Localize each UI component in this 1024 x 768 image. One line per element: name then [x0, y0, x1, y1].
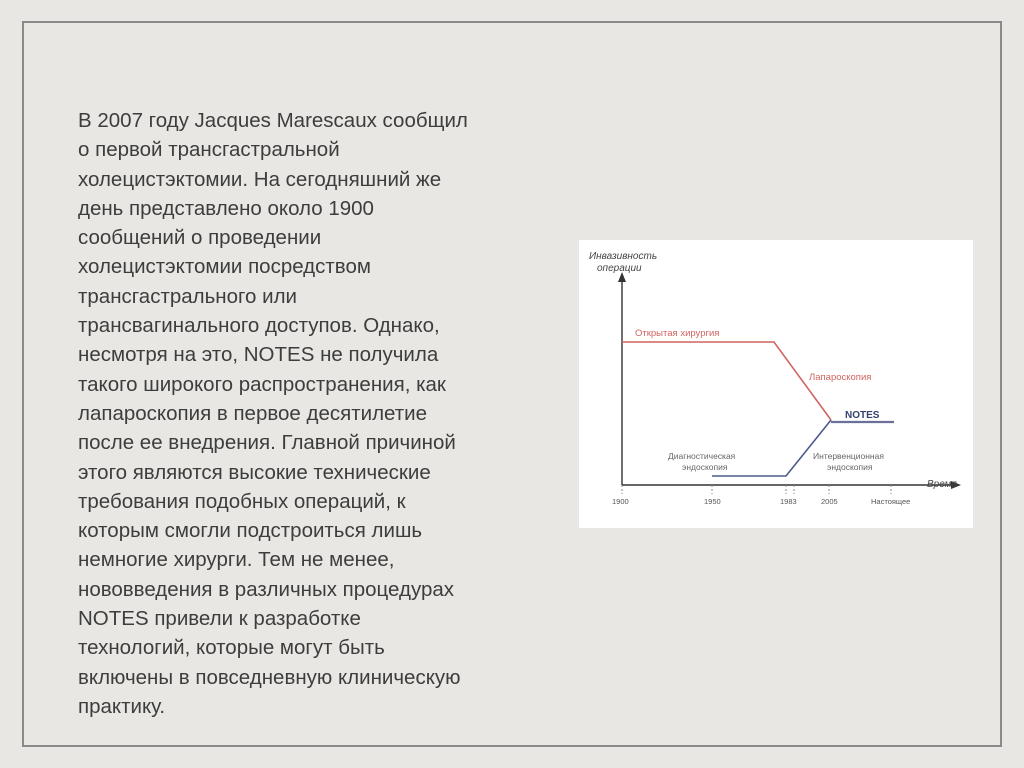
- invasiveness-figure: [579, 240, 973, 528]
- text-line: практику.: [78, 694, 166, 718]
- y-axis-label-line1: Инвазивность: [589, 251, 658, 262]
- diagnostic-endoscopy-label-line1: Диагностическая: [668, 451, 736, 461]
- endoscopy-line: [712, 420, 831, 476]
- open-surgery-label: Открытая хирургия: [635, 328, 720, 339]
- text-line: такого широкого распространения, как: [78, 372, 446, 396]
- text-line: после ее внедрения. Главной причиной: [78, 431, 456, 455]
- diagnostic-endoscopy-label-line2: эндоскопия: [682, 462, 728, 472]
- invasiveness-diagram: [579, 240, 973, 528]
- y-axis-label-line2: операции: [597, 263, 642, 274]
- tick-label: 1983: [780, 497, 797, 506]
- text-line: несмотря на это, NOTES не получила: [78, 343, 439, 367]
- surgery-line: [622, 342, 831, 420]
- tick-label: 1900: [612, 497, 629, 506]
- text-line: этого являются высокие технические: [78, 460, 431, 484]
- interventional-endoscopy-label-line1: Интервенционная: [813, 451, 884, 461]
- text-line: холецистэктомии посредством: [78, 255, 371, 279]
- laparoscopy-label: Лапароскопия: [809, 372, 872, 383]
- text-line: которым смогли подстроиться лишь: [78, 519, 423, 543]
- text-line: трансгастрального или: [78, 284, 297, 308]
- text-line: о первой трансгастральной: [78, 138, 340, 162]
- text-line: сообщений о проведении: [78, 226, 322, 250]
- text-line: включены в повседневную клиническую: [78, 665, 461, 689]
- text-line: лапароскопия в первое десятилетие: [78, 401, 427, 425]
- tick-label: 1950: [704, 497, 721, 506]
- tick-label: 2005: [821, 497, 838, 506]
- text-line: холецистэктомии. На сегодняшний же: [78, 167, 442, 191]
- tick-label: Настоящее: [871, 497, 911, 506]
- body-text: [78, 106, 558, 721]
- text-line: технологий, которые могут быть: [78, 636, 385, 660]
- text-line: день представлено около 1900: [78, 196, 374, 220]
- text-line: В 2007 году Jacques Marescaux сообщил: [78, 109, 468, 132]
- x-axis-label: Время: [927, 479, 957, 490]
- text-line: NOTES привели к разработке: [78, 607, 361, 631]
- text-line: требования подобных операций, к: [78, 489, 406, 513]
- notes-label: NOTES: [845, 410, 880, 421]
- tick-marks: [622, 485, 891, 494]
- text-line: нововведения в различных процедурах: [78, 577, 455, 601]
- interventional-endoscopy-label-line2: эндоскопия: [827, 462, 873, 472]
- text-line: трансвагинального доступов. Однако,: [78, 314, 440, 338]
- text-line: немногие хирурги. Тем не менее,: [78, 548, 395, 572]
